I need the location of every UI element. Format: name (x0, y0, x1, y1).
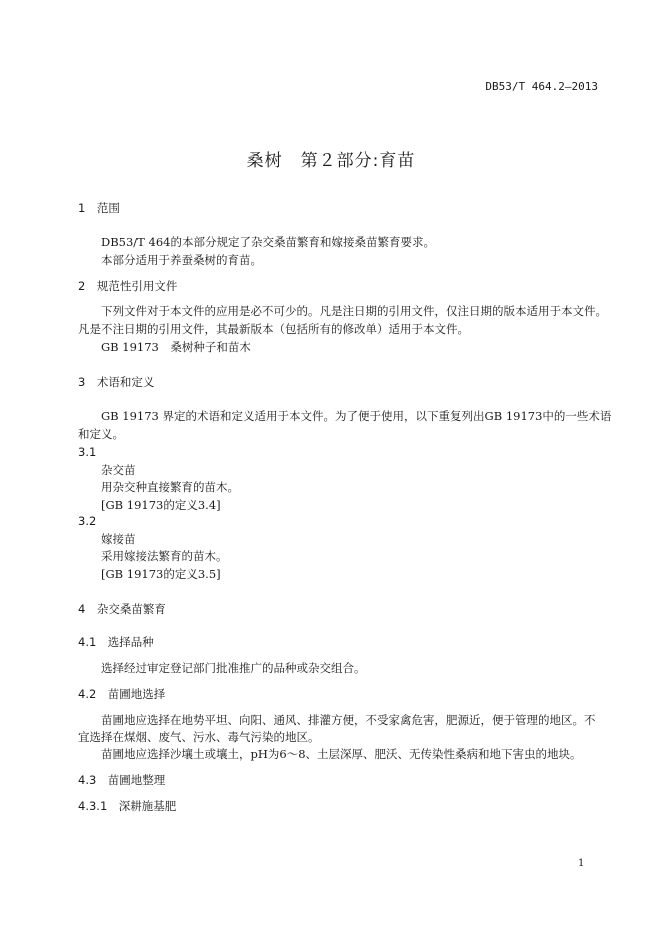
section-1-paragraph-1: DB53/T 464的本部分规定了杂交桑苗繁育和嫁接桑苗繁育要求。 (101, 235, 435, 249)
section-4-3-heading: 4.3 苗圃地整理 (78, 773, 166, 787)
section-4-3-1-heading: 4.3.1 深耕施基肥 (78, 799, 177, 813)
term-3-1-source: [GB 19173的定义3.4] (101, 498, 221, 512)
term-3-1-definition: 用杂交种直接繁育的苗木。 (101, 480, 239, 494)
section-4-2-paragraph-line-2: 宜选择在煤烟、废气、污水、毒气污染的地区。 (78, 730, 320, 744)
term-3-2-source: [GB 19173的定义3.5] (101, 567, 221, 581)
term-3-2-definition: 采用嫁接法繁育的苗木。 (101, 549, 228, 563)
section-3-paragraph-line-1: GB 19173 界定的术语和定义适用于本文件。为了便于使用，以下重复列出GB 19173中的一些术语 (101, 409, 612, 423)
section-4-2-heading: 4.2 苗圃地选择 (78, 687, 166, 701)
section-2-heading: 2 规范性引用文件 (78, 279, 178, 293)
section-4-1-heading: 4.1 选择品种 (78, 635, 154, 649)
document-title: 桑树 第２部分:育苗 (246, 151, 416, 171)
section-2-paragraph-line-2: 凡是不注日期的引用文件，其最新版本（包括所有的修改单）适用于本文件。 (78, 322, 469, 336)
section-4-2-paragraph-2: 苗圃地应选择沙壤土或壤土，pH为6～8、土层深厚、肥沃、无传染性桑病和地下害虫的地块。 (101, 747, 582, 761)
page-number: 1 (578, 858, 585, 869)
term-3-2-name: 嫁接苗 (101, 532, 136, 546)
section-4-1-paragraph: 选择经过审定登记部门批准推广的品种或杂交组合。 (101, 661, 366, 675)
document-id-header: DB53/T 464.2—2013 (485, 80, 598, 93)
section-4-2-paragraph-line-1: 苗圃地应选择在地势平坦、向阳、通风、排灌方便，不受家禽危害，肥源近，便于管理的地区。不 (101, 713, 596, 727)
section-4-heading: 4 杂交桑苗繁育 (78, 602, 166, 616)
term-3-2-number: 3.2 (78, 514, 97, 528)
section-3-paragraph-line-2: 和定义。 (78, 427, 124, 441)
section-2-paragraph-line-1: 下列文件对于本文件的应用是必不可少的。凡是注日期的引用文件，仅注日期的版本适用于本文件。 (101, 304, 607, 318)
term-3-1-number: 3.1 (78, 445, 97, 459)
term-3-1-name: 杂交苗 (101, 463, 136, 477)
section-2-reference: GB 19173 桑树种子和苗木 (101, 340, 251, 354)
section-3-heading: 3 术语和定义 (78, 375, 155, 389)
section-1-heading: 1 范围 (78, 201, 120, 215)
section-1-paragraph-2: 本部分适用于养蚕桑树的育苗。 (101, 253, 262, 267)
